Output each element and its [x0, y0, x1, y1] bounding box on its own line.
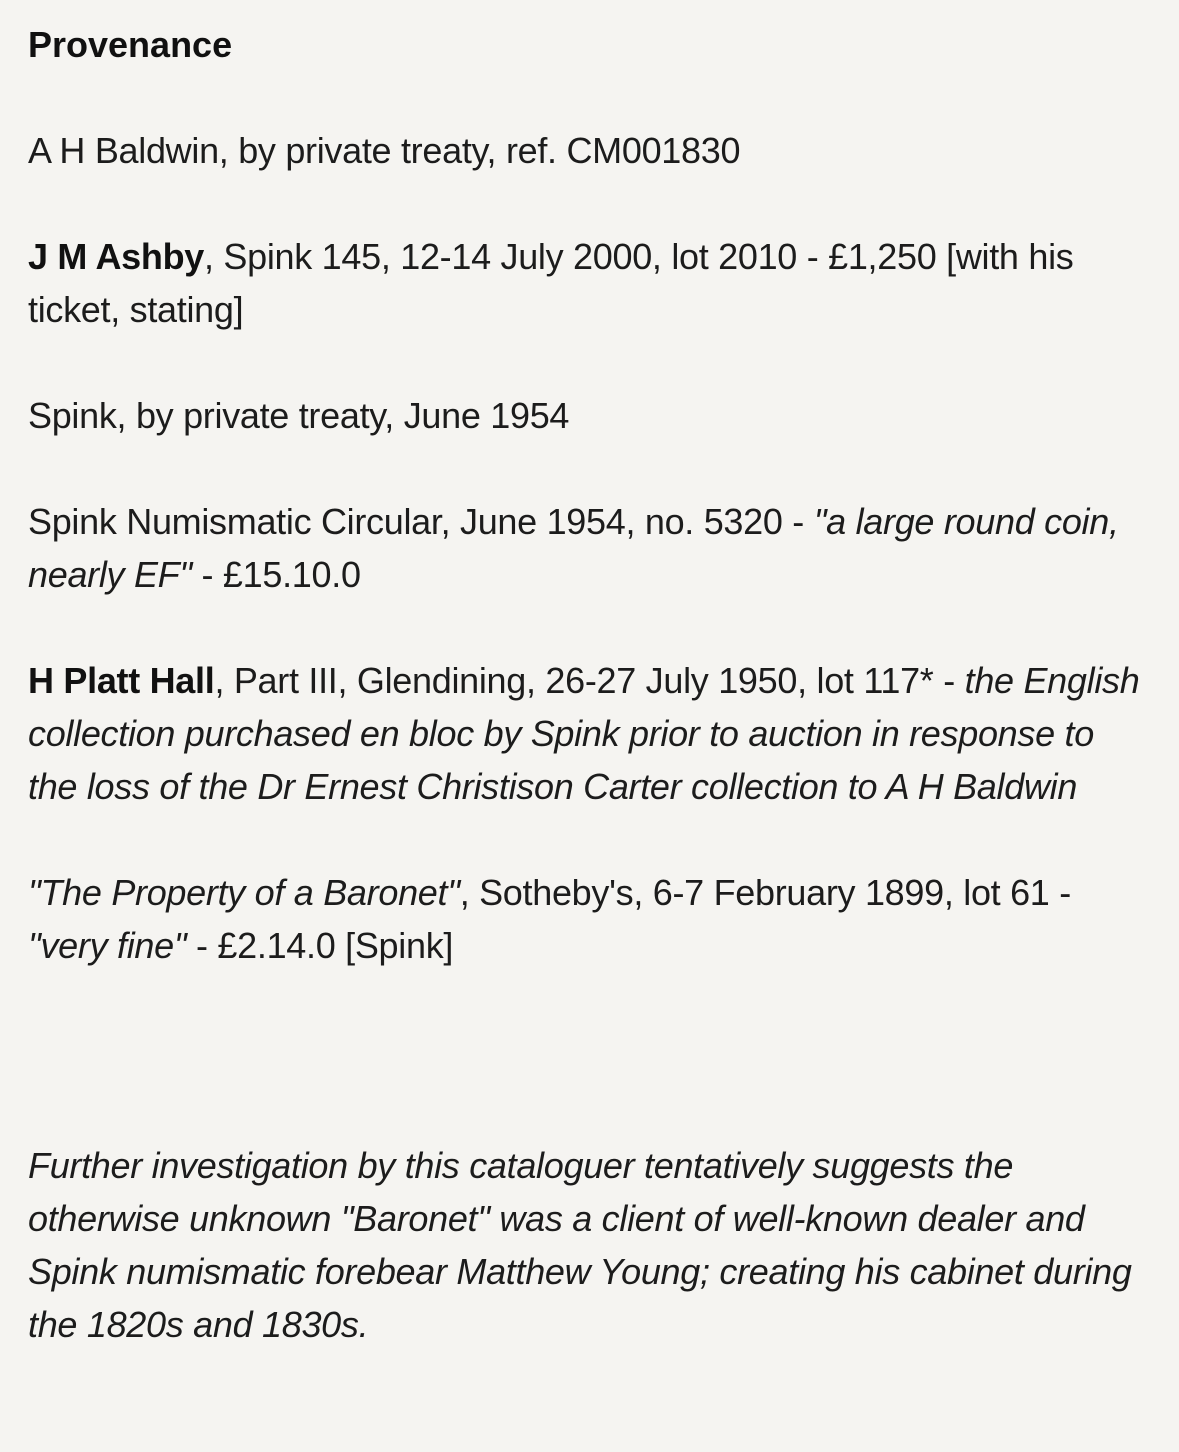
entry-owner-name: J M Ashby [28, 236, 204, 277]
spacer [28, 1025, 1151, 1139]
entry-quote: "a large round coin, nearly EF" [28, 501, 1119, 595]
provenance-entry-ashby [28, 230, 1151, 336]
provenance-entry-platt-hall [28, 654, 1151, 813]
entry-price: - £2.14.0 [Spink] [186, 925, 454, 966]
entry-note: the English collection purchased en bloc by Spink prior to auction in response to the loss of the Dr Ernest Christison Carter collection to A H Baldwin [28, 660, 1140, 807]
provenance-heading: Provenance [28, 24, 233, 65]
provenance-entry-spink-treaty [28, 389, 1151, 442]
entry-owner-name: H Platt Hall [28, 660, 215, 701]
entry-text: Spink, by private treaty, June 1954 [28, 395, 570, 436]
provenance-entry-baldwin [28, 124, 1151, 177]
entry-text: Spink Numismatic Circular, June 1954, no. 5320 - [28, 501, 814, 542]
cataloguer-footnote: Further investigation by this cataloguer tentatively suggests the otherwise unknown "Baronet" was a client of well-known dealer and Spink numismatic forebear Matthew Young; creating his cabinet during the 1820s and 1830s. [28, 1145, 1132, 1345]
entry-price: - £15.10.0 [191, 554, 361, 595]
entry-text: , Sotheby's, 6-7 February 1899, lot 61 - [459, 872, 1071, 913]
provenance-entry-spink-circular [28, 495, 1151, 601]
entry-text: A H Baldwin, by private treaty, ref. CM001830 [28, 130, 741, 171]
entry-quote: "very fine" [28, 925, 187, 966]
provenance-entry-sothebys [28, 866, 1151, 972]
entry-text: , Spink 145, 12-14 July 2000, lot 2010 - £1,250 [with his ticket, stating] [28, 236, 1074, 330]
entry-text: , Part III, Glendining, 26-27 July 1950, lot 117* - [214, 660, 965, 701]
entry-sale-title: "The Property of a Baronet" [28, 872, 460, 913]
